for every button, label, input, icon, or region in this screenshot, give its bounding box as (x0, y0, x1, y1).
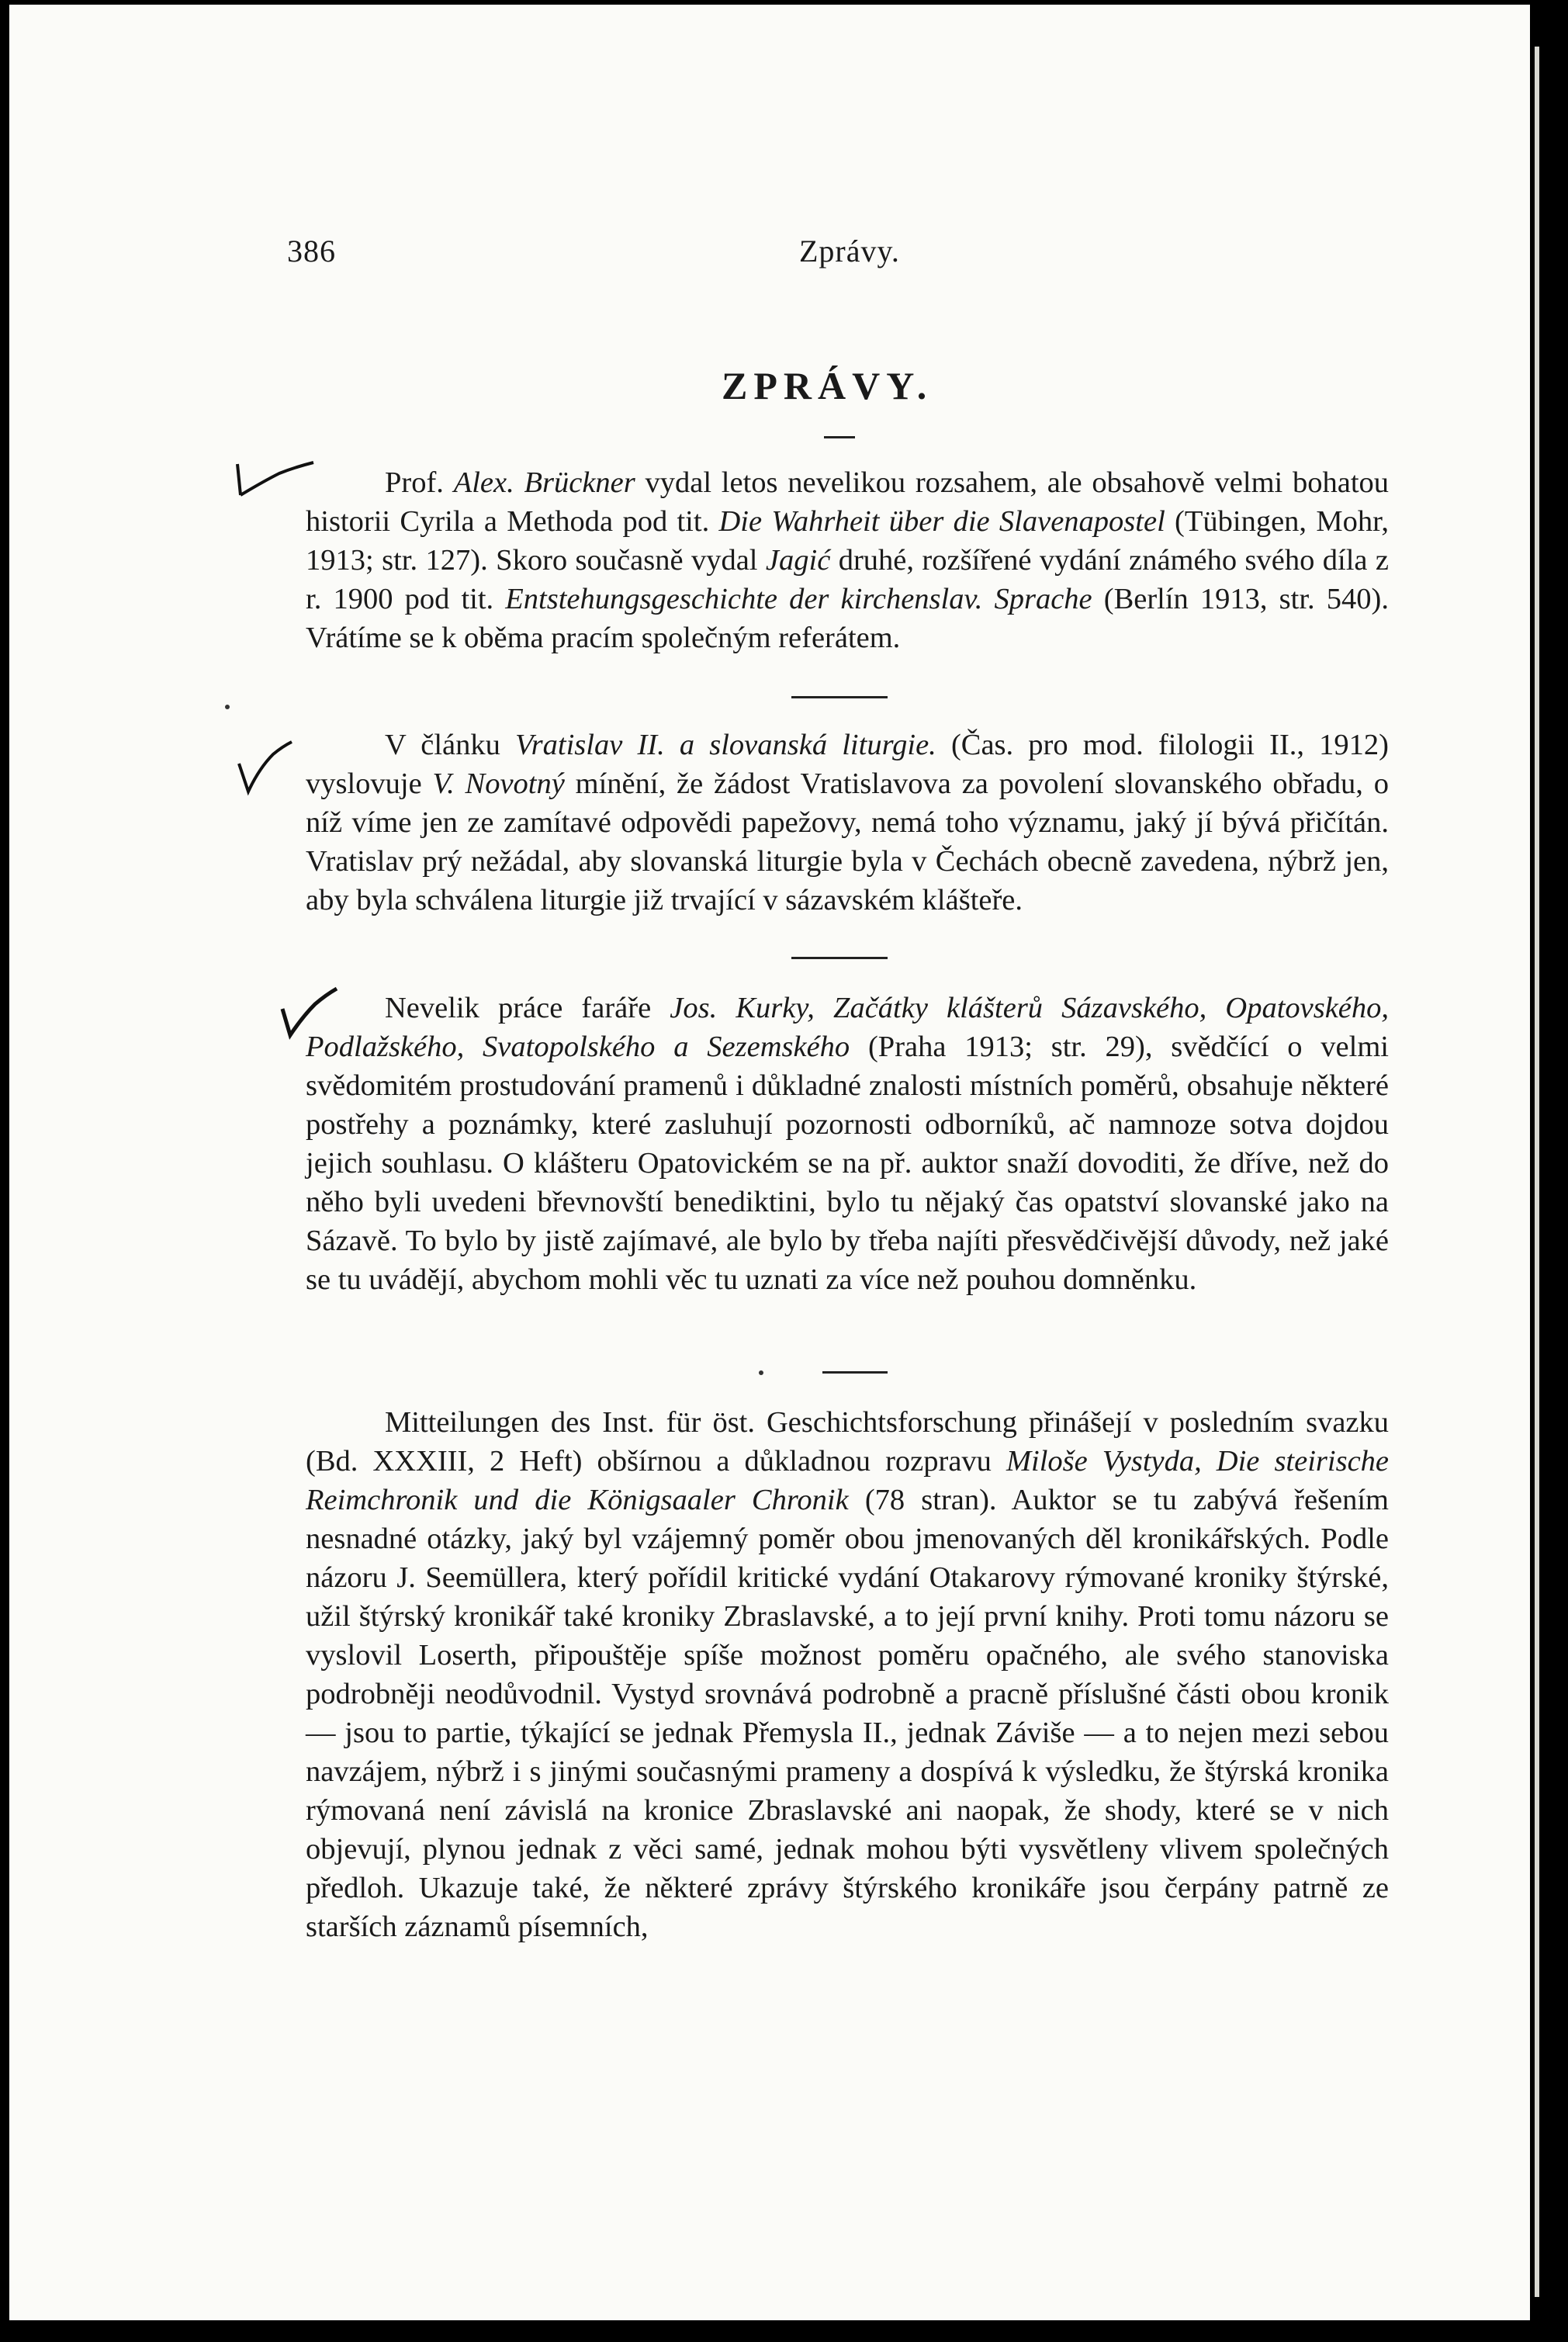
italic-run: Entstehungsgeschichte der kirchenslav. Sprache (505, 583, 1092, 615)
section-divider (791, 696, 888, 698)
running-title: Zprávy. (799, 234, 900, 268)
italic-run: Alex. Brückner (453, 466, 635, 499)
italic-run: Vratislav II. a slovanská liturgie. (515, 729, 936, 761)
text-run: vydal letos nevelikou rozsahem, ale obsahově velmi bohatou historii Cyrila a Methoda pod tit. (306, 466, 1390, 538)
italic-run: Jagić (765, 544, 831, 577)
paragraph-bruckner (306, 463, 1389, 657)
stray-mark (759, 1370, 763, 1375)
section-divider (791, 957, 888, 959)
text-run: Nevelik práce faráře (385, 992, 670, 1024)
section-divider (822, 1371, 888, 1374)
text-run: (Čas. pro mod. filologii II., 1912) vyslovuje (306, 729, 1389, 800)
paragraph-vystyd (306, 1403, 1389, 1946)
checkmark-icon (233, 737, 295, 799)
section-title: ZPRÁVY. (722, 364, 933, 407)
text-run: V článku (385, 729, 516, 761)
text-run: (Praha 1913; str. 29), svědčící o velmi svědomitém prostudování pramenů i důkladné znalosti místních poměrů, obsahuje některé postřehy a poznámky, které zasluhují pozornosti odborníků, ač namnoze sotva dojdou jejich souhlasu. O klášteru Opatovickém se na př. auktor snaží dovoditi, že dříve, než do něho byli uvedeni břevnovští benediktini, bylo tu nějaký čas opatství slovanské jako na Sázavě. To bylo by jistě zajímavé, ale bylo by třeba najíti přesvědčivější důvody, než jaké se tu uvádějí, abychom mohli věc tu uznati za více než pouhou domněnku. (306, 1031, 1389, 1296)
text-run: Prof. (385, 466, 454, 499)
stray-mark (225, 705, 230, 709)
text-run: (Berlín 1913, str. 540). Vrátíme se k oběma pracím společným referátem. (306, 583, 1389, 654)
italic-run: V. Novotný (432, 767, 565, 800)
text-run: druhé, rozšířené vydání známého svého díla z r. 1900 pod tit. (306, 544, 1389, 615)
text-run: mínění, že žádost Vratislavova za povolení slovanského obřadu, o níž víme jen ze zamítavé odpovědi papežovy, nemá toho významu, jaký jí bývá přičítán. Vratislav prý nežádal, aby slovanská liturgie byla v Čechách obecně zavedena, nýbrž jen, aby byla schválena liturgie již trvající v sázavském klášteře. (306, 767, 1389, 916)
text-run: (78 stran). Auktor se tu zabývá řešením nesnadné otázky, jaký byl vzájemný poměr obou jmenovaných děl kronikářských. Podle názoru J. Seemüllera, který pořídil kritické vydání Otakarovy rýmované kroniky štýrské, užil štýrský kronikář také kroniky Zbraslavské, a to její první knihy. Proti tomu názoru se vyslovil Loserth, připouštěje spíše možnost poměru opačného, ale svého stanoviska podrobněji neodůvodnil. Vystyd srovnává podrobně a pracně příslušné části obou kronik — jsou to partie, týkající se jednak Přemysla II., jednak Záviše — a to nejen mezi sebou navzájem, nýbrž i s jinými současnými prameny a dospívá k výsledku, že štýrská kronika rýmovaná není závislá na kronice Zbraslavské ani naopak, že shody, které se v nich objevují, plynou jednak z věci samé, jednak mohou býti vysvětleny vlivem společných předloh. Ukazuje také, že některé zprávy štýrského kronikáře jsou čerpány patrně ze starších záznamů písemních, (306, 1484, 1389, 1943)
italic-run: Miloše Vystyda, Die steirische Reimchronik und die Königsaaler Chronik (306, 1445, 1389, 1516)
paragraph-kurka (306, 989, 1389, 1299)
page-number: 386 (287, 234, 336, 268)
title-rule (824, 436, 855, 438)
page-edge-line (1535, 47, 1539, 2297)
text-run: (Tübingen, Mohr, 1913; str. 127). Skoro současně vydal (306, 505, 1389, 577)
italic-run: Die Wahrheit über die Slavenapostel (718, 505, 1165, 538)
italic-run: Jos. Kurky, Začátky klášterů Sázavského, Opatovského, Podlažského, Svatopolského a Sezemského (306, 992, 1390, 1063)
text-run: Mitteilungen des Inst. für öst. Geschichtsforschung přinášejí v posledním svazku (Bd. XXXIII, 2 Heft) obšírnou a důkladnou rozpravu (306, 1406, 1389, 1478)
paragraph-vratislav (306, 726, 1389, 920)
